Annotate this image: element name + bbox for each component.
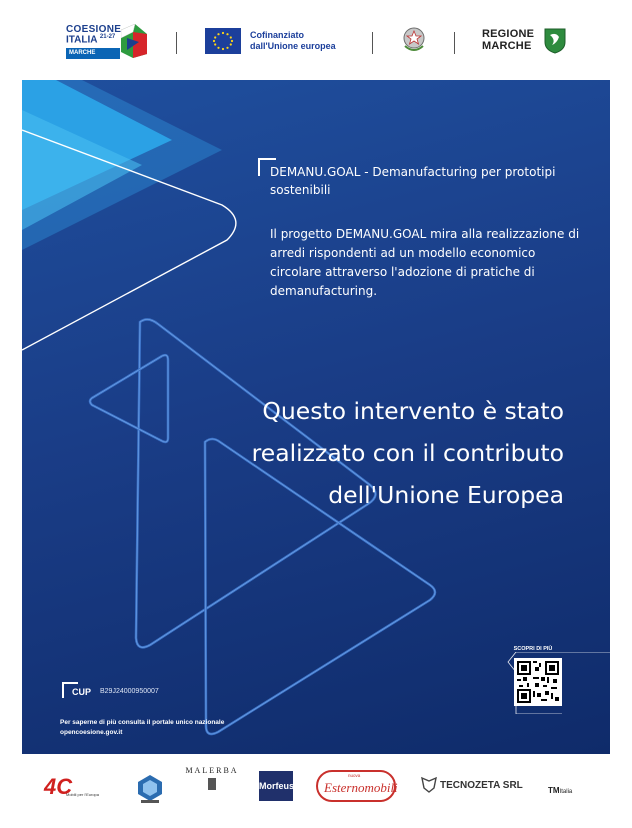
info-text: Per saperne di più consulta il portale unico nazionale: [60, 719, 225, 726]
4c-mark: 4C: [44, 774, 73, 799]
qr-code-icon[interactable]: [514, 658, 562, 706]
esterno-top: nuova: [348, 773, 361, 778]
4c-tagline: Mobili per l'Europa: [66, 792, 100, 797]
tm-italia-logo: [548, 778, 588, 797]
eu-contribution-headline: [164, 390, 564, 516]
headline-line: realizzato con il contributo: [251, 439, 564, 467]
header-divider: [176, 32, 177, 54]
coesione-italia-logo: [66, 22, 156, 62]
marche-text: MARCHE: [482, 40, 532, 52]
regione-marche-logo: [478, 22, 578, 62]
marche-shield-icon: [544, 28, 566, 54]
tecnozeta-shield-icon: [420, 776, 438, 794]
eu-cofinanziato-logo: [205, 22, 355, 62]
header-divider: [372, 32, 373, 54]
header-divider: [454, 32, 455, 54]
coesione-arrow-icon: [121, 24, 147, 58]
malerba-text: MALERBA: [185, 766, 239, 775]
tecnozeta-logo: [420, 776, 530, 798]
italian-republic-emblem-icon: [402, 22, 426, 62]
scopri-di-piu-label: SCOPRI DI PIÙ: [513, 646, 553, 652]
regione-text: REGIONE: [482, 28, 535, 40]
eu-text-line2: dall'Unione europea: [250, 41, 336, 51]
esterno-name: Esternomobili: [324, 780, 398, 795]
cup-label: CUP: [72, 687, 92, 697]
morfeus-logo: Morfeus: [259, 771, 293, 801]
cup-code: B29J24000950007: [100, 688, 159, 695]
italia-text: ITALIA $^{21-27}$: [66, 34, 116, 46]
headline-line: dell'Unione Europea: [328, 481, 564, 509]
italia-suffix: Italia: [559, 789, 573, 795]
malerba-logo: [184, 766, 240, 810]
header-logos: [0, 0, 632, 80]
4c-logo: [44, 774, 112, 802]
headline-line: Questo intervento è stato: [262, 397, 564, 425]
project-description: Il progetto DEMANU.GOAL mira alla realizzazione di arredi rispondenti ad un modello economico circolare attraverso l'adozione di pratiche di demanufacturing.: [270, 227, 580, 298]
project-panel: [22, 80, 610, 754]
sponsor-logos: [0, 754, 632, 828]
coesione-text: COESIONE: [66, 24, 122, 35]
marche-band: MARCHE: [66, 48, 120, 59]
eu-flag-icon: [205, 28, 241, 54]
opencoesione-link[interactable]: opencoesione.gov.it: [60, 729, 123, 736]
esternomobili-logo: [316, 770, 396, 802]
tm-text: TM: [548, 786, 560, 795]
tecnozeta-text: TECNOZETA SRL: [440, 780, 523, 791]
malerba-mark-icon: [208, 778, 216, 790]
project-title: DEMANU.GOAL - Demanufacturing per prototipi sostenibili: [270, 165, 556, 197]
eu-text-line1: Cofinanziato: [250, 30, 304, 40]
sponsor-badge-icon: [137, 774, 163, 804]
